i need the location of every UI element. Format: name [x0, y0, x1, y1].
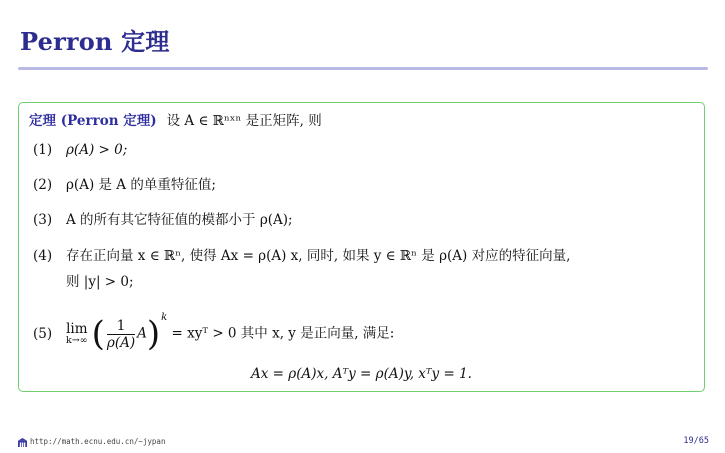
- footer-url[interactable]: http://math.ecnu.edu.cn/~jypan: [30, 437, 166, 446]
- item-text: 存在正向量 x ∈ ℝⁿ, 使得 Ax = ρ(A) x, 同时, 如果 y ∈ ℝⁿ 是 ρ(A) 对应的特征向量,: [66, 248, 571, 264]
- item-text: = xyᵀ > 0 其中 x, y 是正向量, 满足:: [171, 325, 395, 342]
- fraction: $\frac{1}{\rho(A)}$: [106, 317, 136, 351]
- title-underline: [18, 67, 708, 70]
- item-text: ρ(A) 是 A 的单重特征值;: [66, 177, 216, 193]
- item-number: (1): [33, 142, 53, 158]
- item-text: ρ(A) > 0;: [66, 142, 128, 158]
- matrix-symbol: A: [137, 325, 147, 342]
- theorem-item-5: [33, 308, 394, 352]
- theorem-header: [29, 112, 322, 130]
- university-logo-icon: [18, 438, 27, 447]
- theorem-item-3: [33, 211, 293, 229]
- slide-title: Perron 定理: [20, 27, 170, 56]
- theorem-item-4: [33, 247, 570, 265]
- theorem-item-1: [33, 141, 127, 159]
- item-number: (3): [33, 212, 53, 228]
- theorem-box: [18, 102, 705, 392]
- theorem-label: 定理 (Perron 定理): [29, 113, 157, 129]
- right-paren: ): [146, 314, 161, 354]
- item-number: (2): [33, 177, 53, 193]
- theorem-item-4-continuation: 则 |y| > 0;: [66, 274, 134, 290]
- theorem-item-2: [33, 176, 216, 194]
- item-text: A 的所有其它特征值的模都小于 ρ(A);: [66, 212, 293, 228]
- item-number: (5): [33, 325, 53, 342]
- left-paren: (: [91, 314, 105, 354]
- display-equation: Ax = ρ(A)x, Aᵀy = ρ(A)y, xᵀy = 1.: [251, 366, 472, 382]
- page-number: 19/65: [683, 436, 709, 446]
- item-number: (4): [33, 248, 53, 264]
- exponent: k: [161, 312, 168, 323]
- limit-operator: lim k→∞: [66, 321, 88, 346]
- theorem-intro: 设 A ∈ ℝⁿˣⁿ 是正矩阵, 则: [166, 113, 322, 129]
